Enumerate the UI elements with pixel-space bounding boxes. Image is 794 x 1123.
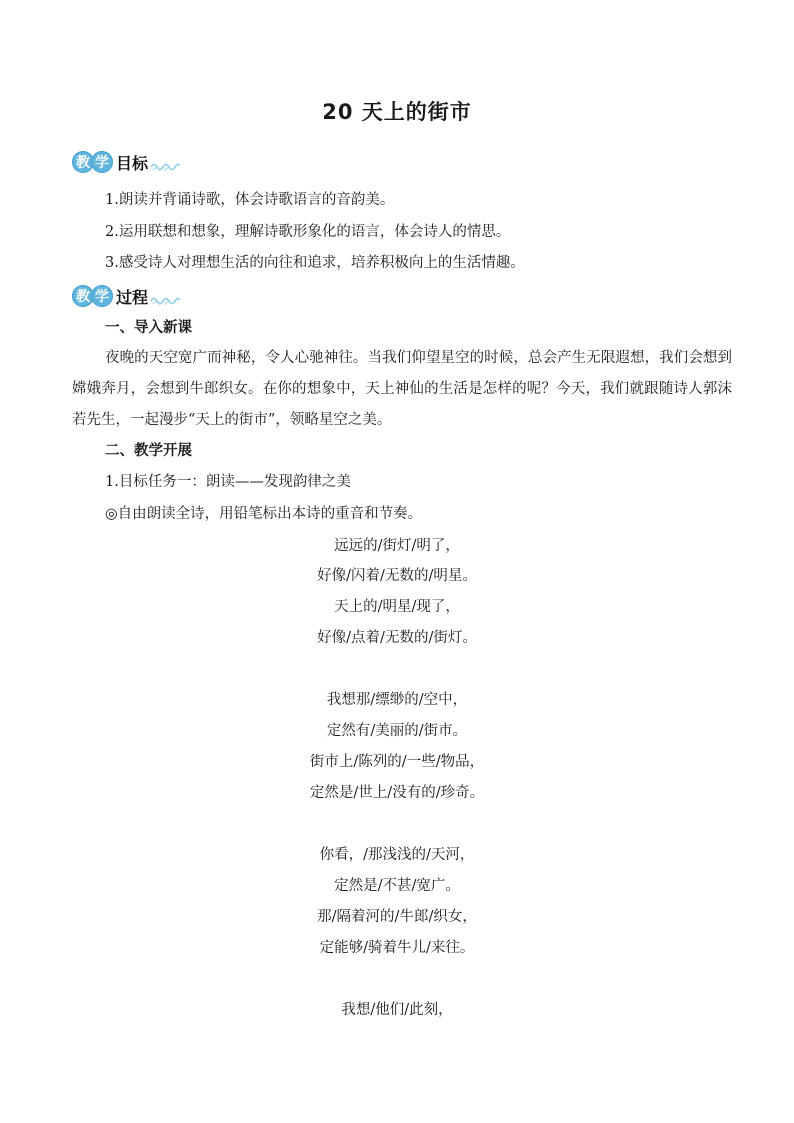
section-badge [72,151,110,173]
part2-heading: 二、教学开展 [105,443,192,459]
task1-instruction: ◎自由朗读全诗，用铅笔标出本诗的重音和节奏。 [105,506,423,522]
poem-line: 街市上/陈列的/一些/物品， [309,754,485,770]
poem-line: 你看，/那浅浅的/天河， [319,847,475,863]
poem-line: 定能够/骑着牛儿/来往。 [319,940,475,956]
section-label: 目标 [116,153,149,173]
poem-line: 我想那/缥缈的/空中， [326,692,468,708]
badge-char: 教 [72,151,94,173]
goal-item: 2.运用联想和想象，理解诗歌形象化的语言，体会诗人的情思。 [105,224,511,240]
section-header-goals [72,149,180,175]
poem-line: 定然是/不甚/宽广。 [334,878,460,894]
poem-line: 天上的/明星/现了， [334,599,460,615]
poem-line: 定然有/美丽的/街市。 [326,723,468,739]
poem-line: 远远的/街灯/明了， [334,538,460,554]
part1-heading: 一、导入新课 [105,320,192,336]
badge-char: 教 [72,285,94,307]
badge-char: 学 [91,151,113,173]
wave-decoration-icon [150,161,180,171]
poem-line: 好像/点着/无数的/街灯。 [317,630,477,646]
intro-paragraph: 夜晚的天空宽广而神秘，令人心驰神往。当我们仰望星空的时候，总会产生无限遐想，我们会想到嫦娥奔月，会想到牛郎织女。在你的想象中，天上神仙的生活是怎样的呢？今天，我们就跟随诗人郭沫若先生，一起漫步“天上的街市”，领略星空之美。 [72,350,732,428]
goal-item: 1.朗读并背诵诗歌，体会诗歌语言的音韵美。 [105,192,395,208]
page-title: 20 天上的街市 [322,100,472,124]
poem-line: 那/隔着河的/牛郎/织女， [317,909,477,925]
poem-line: 好像/闪着/无数的/明星。 [317,568,477,584]
wave-decoration-icon [150,295,180,305]
badge-char: 学 [91,285,113,307]
section-badge [72,285,110,307]
section-header-process [72,283,180,309]
task1-line: 1.目标任务一：朗读——发现韵律之美 [105,474,351,490]
goal-item: 3.感受诗人对理想生活的向往和追求，培养积极向上的生活情趣。 [105,255,525,271]
poem-line: 定然是/世上/没有的/珍奇。 [309,785,485,801]
poem-line: 我想/他们/此刻， [341,1002,453,1018]
section-label: 过程 [116,287,149,307]
